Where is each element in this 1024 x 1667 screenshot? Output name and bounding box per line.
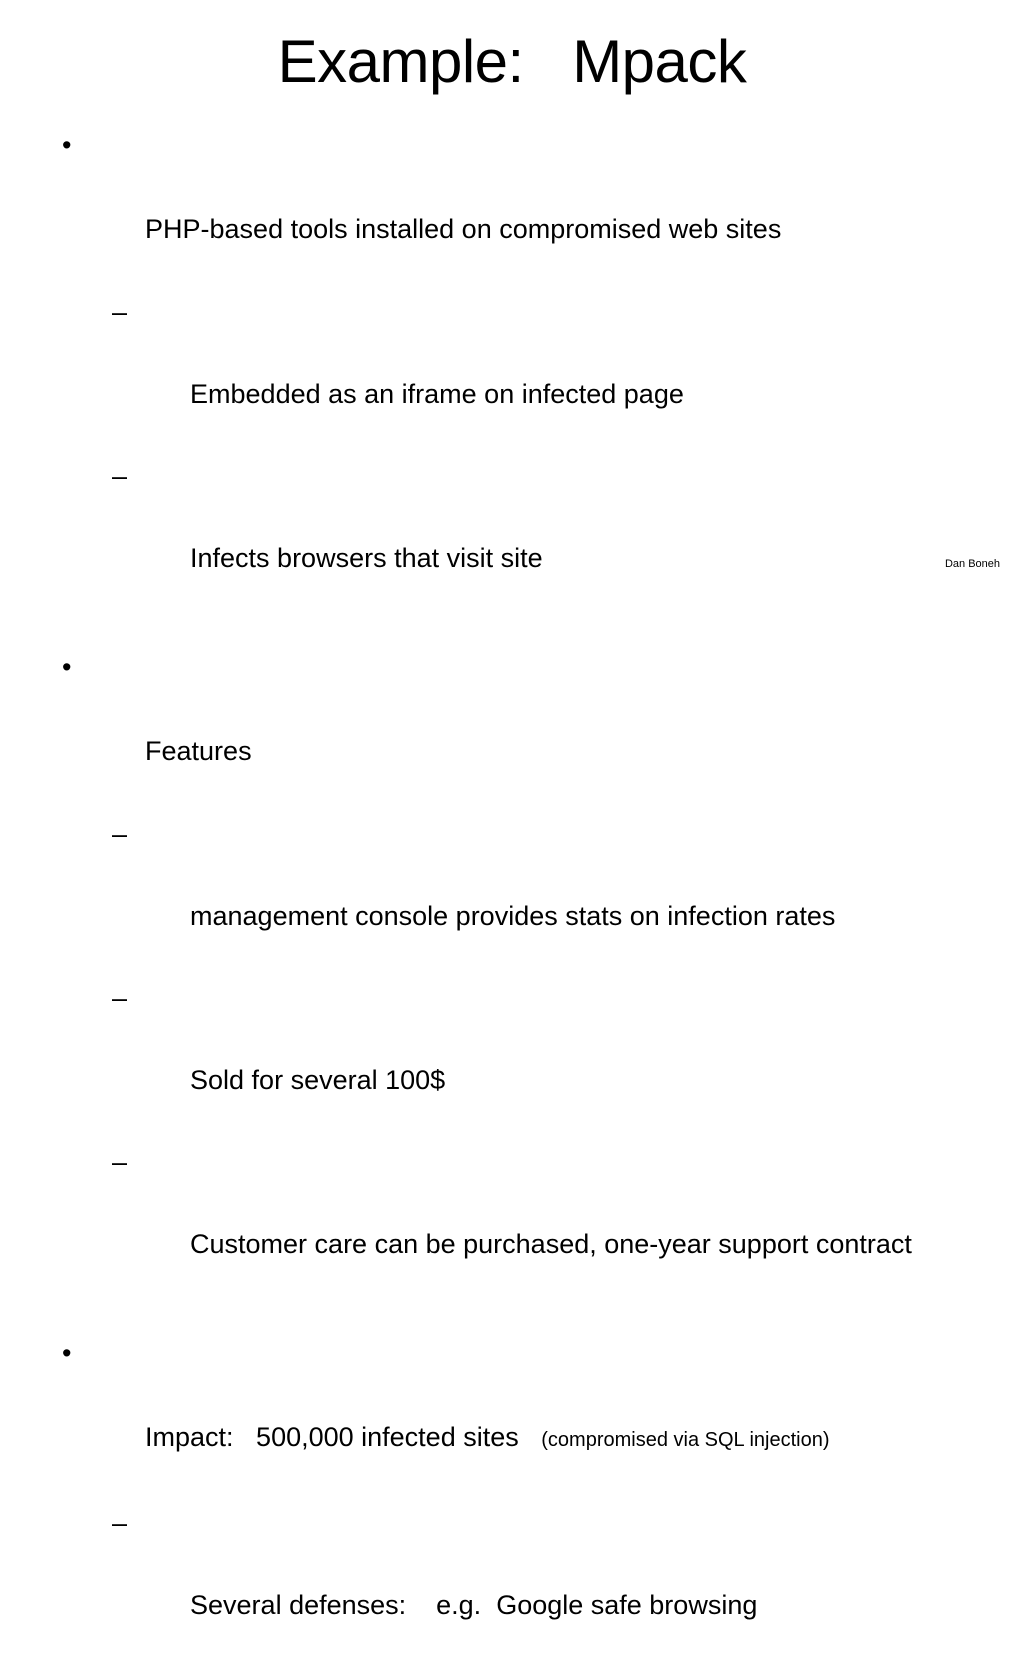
sub-bullet-item	[62, 1142, 1012, 1306]
sub-bullet-text: Customer care can be purchased, one-year support contract	[190, 1229, 912, 1259]
dash-icon: –	[112, 1508, 128, 1538]
bullet-dot-icon: •	[62, 130, 72, 160]
bullet-text: Features	[145, 736, 252, 766]
sub-bullet-text: Sold for several 100$	[190, 1065, 446, 1095]
bullet-item	[62, 124, 1012, 292]
sub-bullet-text: management console provides stats on infection rates	[190, 901, 836, 931]
dash-icon: –	[112, 819, 128, 849]
bullet-dot-icon: •	[62, 1338, 72, 1368]
bullet-list	[62, 124, 1012, 1667]
sub-bullet-item	[62, 456, 1012, 620]
bullet-item	[62, 1332, 1012, 1503]
slide-title: Example: Mpack	[277, 28, 747, 95]
bullet-note: (compromised via SQL injection)	[541, 1429, 830, 1451]
bullet-dot-icon: •	[62, 652, 72, 682]
dash-icon: –	[112, 1147, 128, 1177]
bullet-text: Impact: 500,000 infected sites	[145, 1422, 542, 1452]
sub-bullet-text: Several defenses: e.g. Google safe browsing	[190, 1590, 758, 1620]
sub-bullet-item	[62, 978, 1012, 1142]
sub-bullet-item	[62, 1503, 1012, 1667]
bullet-text: PHP-based tools installed on compromised web sites	[145, 214, 782, 244]
dash-icon: –	[112, 297, 128, 327]
dash-icon: –	[112, 983, 128, 1013]
sub-bullet-item	[62, 814, 1012, 978]
bullet-item	[62, 646, 1012, 814]
author-credit: Dan Boneh	[944, 558, 1000, 570]
sub-bullet-text: Infects browsers that visit site	[190, 543, 543, 573]
sub-bullet-item	[62, 292, 1012, 456]
dash-icon: –	[112, 461, 128, 491]
sub-bullet-text: Embedded as an iframe on infected page	[190, 379, 684, 409]
